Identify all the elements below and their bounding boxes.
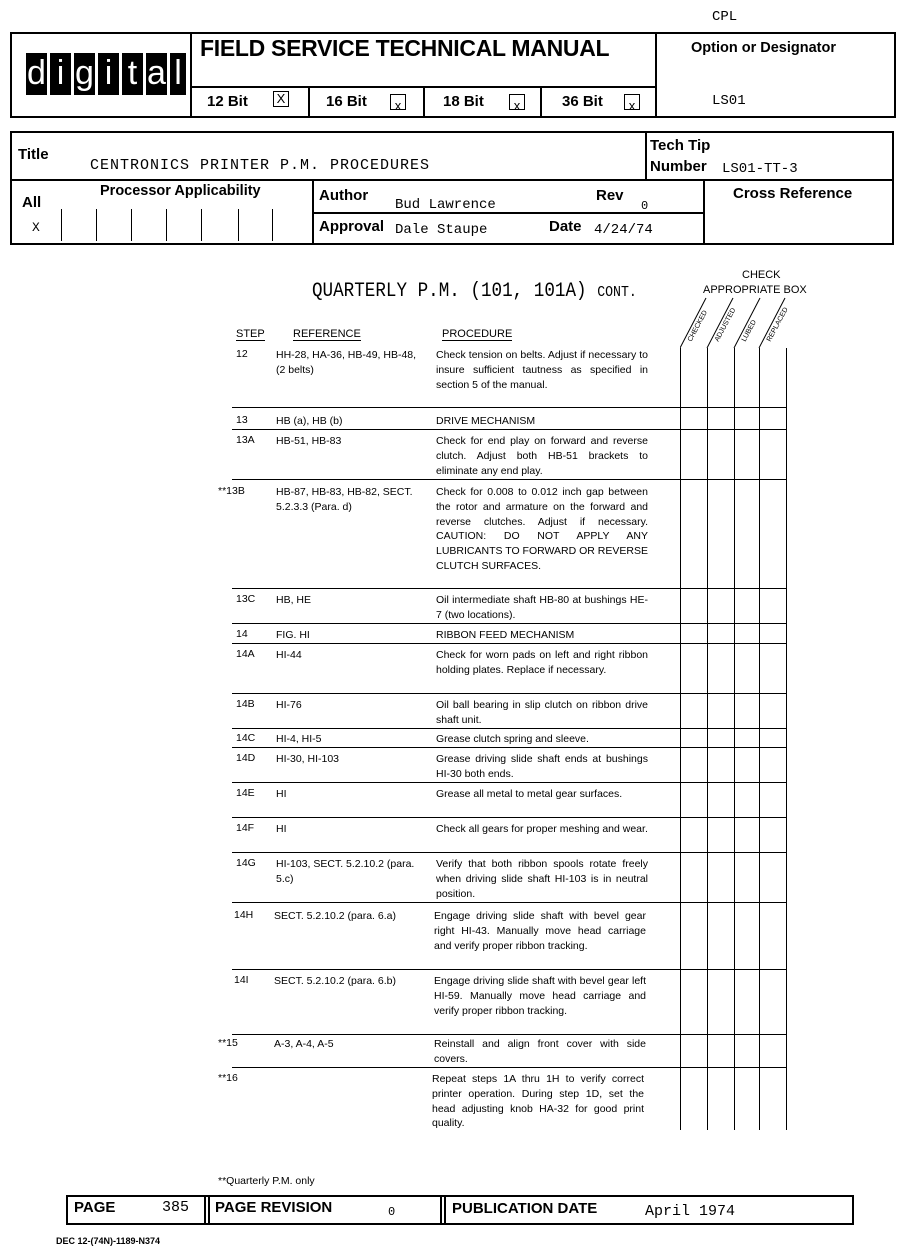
row-step: 14A	[236, 648, 255, 660]
check-col-replaced: REPLACED	[765, 306, 790, 343]
all-label: All	[22, 194, 42, 211]
row-procedure: Engage driving slide shaft with bevel gear left HI-59. Manually move head carriage and verify proper ribbon tracking.	[434, 975, 646, 1017]
bit-checkbox-18[interactable]: x	[509, 94, 525, 110]
number-value: LS01-TT-3	[722, 161, 798, 177]
check-col-adjusted: ADJUSTED	[713, 307, 738, 343]
page-label: PAGE	[74, 1199, 116, 1216]
logo-letter: l	[170, 53, 186, 95]
logo-letter: g	[74, 53, 95, 95]
row-procedure: Reinstall and align front cover with side covers.	[434, 1038, 646, 1065]
cpl-label: CPL	[712, 9, 738, 25]
row-reference: HI-30, HI-103	[276, 753, 340, 765]
row-reference: HB, HE	[276, 594, 312, 606]
row-divider	[232, 969, 787, 970]
row-divider	[232, 407, 787, 408]
row-divider	[232, 693, 787, 694]
check-column-line	[707, 348, 708, 1130]
section-heading	[312, 280, 637, 303]
row-procedure: Repeat steps 1A thru 1H to verify correct printer operation. During step 1D, set the head adjusting knob HA-32 for good print quality.	[432, 1073, 644, 1130]
logo-letter: i	[50, 53, 71, 95]
row-procedure: Grease driving slide shaft ends at bushings HI-30 both ends.	[436, 753, 648, 780]
bit-checkbox-16[interactable]: x	[390, 94, 406, 110]
row-step: 13	[236, 414, 248, 426]
check-column-line	[734, 348, 735, 1130]
section-heading-text: QUARTERLY P.M. (101, 101A)	[312, 280, 587, 303]
row-step: **15	[218, 1037, 238, 1049]
cross-reference-label: Cross Reference	[733, 185, 853, 202]
row-step: 13C	[236, 593, 256, 605]
row-procedure: Check for end play on forward and reverse clutch. Adjust both HB-51 brackets to eliminate any end play.	[436, 435, 648, 477]
row-procedure: Check for 0.008 to 0.012 inch gap between the rotor and armature on the forward and reverse clutches. Adjust if necessary. CAUTION: DO NOT APPLY ANY LUBRICANTS TO FORWARD OR REVERSE CLUTCH SURFACES.	[436, 486, 648, 572]
row-procedure: Oil ball bearing in slip clutch on ribbon drive shaft unit.	[436, 699, 648, 726]
option-label: Option or Designator	[691, 40, 836, 56]
row-step: **13B	[218, 485, 245, 497]
row-reference: HI-4, HI-5	[276, 733, 322, 745]
row-divider	[232, 852, 787, 853]
row-reference: SECT. 5.2.10.2 (para. 6.a)	[274, 910, 396, 922]
publication-date-value: April 1974	[645, 1203, 736, 1220]
row-step: 14I	[234, 974, 249, 986]
check-label-line2: APPROPRIATE BOX	[703, 284, 807, 296]
bit-label-12: 12 Bit	[207, 93, 248, 110]
section-heading-cont: CONT.	[597, 284, 637, 301]
row-reference: HB (a), HB (b)	[276, 415, 343, 427]
row-step: 14E	[236, 787, 255, 799]
bit-checkbox-36[interactable]: x	[624, 94, 640, 110]
row-procedure: Grease clutch spring and sleeve.	[436, 733, 589, 745]
row-divider	[232, 479, 787, 480]
row-step: 14B	[236, 698, 255, 710]
row-divider	[232, 588, 787, 589]
row-reference: HH-28, HA-36, HB-49, HB-48, (2 belts)	[276, 349, 417, 376]
row-divider	[232, 902, 787, 903]
row-step: 13A	[236, 434, 255, 446]
row-divider	[232, 643, 787, 644]
row-procedure: Check all gears for proper meshing and wear.	[436, 823, 648, 835]
date-label: Date	[549, 218, 582, 235]
bit-label-16: 16 Bit	[326, 93, 367, 110]
row-procedure: Check tension on belts. Adjust if necessary to insure sufficient tautness as specified in section 5 of the manual.	[436, 349, 648, 391]
row-divider	[232, 817, 787, 818]
approval-value: Dale Staupe	[395, 222, 488, 238]
footnote: **Quarterly P.M. only	[218, 1175, 315, 1187]
col-reference-header: REFERENCE	[293, 328, 361, 340]
title-value: CENTRONICS PRINTER P.M. PROCEDURES	[90, 157, 431, 174]
approval-label: Approval	[319, 218, 385, 235]
row-reference: A-3, A-4, A-5	[274, 1038, 334, 1050]
row-reference: FIG. HI	[276, 629, 310, 641]
row-reference: HB-51, HB-83	[276, 435, 342, 447]
bit-label-18: 18 Bit	[443, 93, 484, 110]
row-divider	[232, 782, 787, 783]
check-col-checked: CHECKED	[686, 309, 710, 343]
check-column-line	[680, 348, 681, 1130]
row-divider	[232, 747, 787, 748]
row-step: 14F	[236, 822, 255, 834]
row-step: 12	[236, 348, 248, 360]
row-reference: HI	[276, 788, 287, 800]
check-col-lubed: LUBED	[740, 319, 758, 343]
author-label: Author	[319, 187, 369, 204]
row-reference: HI	[276, 823, 287, 835]
row-step: 14C	[236, 732, 256, 744]
row-step: 14H	[234, 909, 254, 921]
date-value: 4/24/74	[594, 222, 653, 238]
all-mark: X	[32, 220, 40, 235]
publication-date-label: PUBLICATION DATE	[452, 1200, 598, 1217]
row-reference: SECT. 5.2.10.2 (para. 6.b)	[274, 975, 396, 987]
tech-tip-label: Tech Tip	[650, 137, 711, 154]
bit-label-36: 36 Bit	[562, 93, 603, 110]
col-procedure-header: PROCEDURE	[442, 328, 513, 340]
col-step-header: STEP	[236, 328, 265, 340]
row-divider	[232, 728, 787, 729]
row-procedure: Check for worn pads on left and right ribbon holding plates. Replace if necessary.	[436, 649, 648, 676]
row-step: 14	[236, 628, 248, 640]
page-revision-value: 0	[388, 1205, 396, 1219]
logo-letter: t	[122, 53, 143, 95]
logo-letter: d	[26, 53, 47, 95]
title-label: Title	[18, 146, 49, 163]
check-column-line	[759, 348, 760, 1130]
processor-applicability-label: Processor Applicability	[100, 183, 261, 199]
logo-letter: i	[98, 53, 119, 95]
row-procedure: Oil intermediate shaft HB-80 at bushings HE-7 (two locations).	[436, 594, 648, 621]
row-divider	[232, 623, 787, 624]
row-procedure: Engage driving slide shaft with bevel gear right HI-43. Manually move head carriage and verify proper ribbon tracking.	[434, 910, 646, 952]
form-code: DEC 12-(74N)-1189-N374	[56, 1236, 161, 1246]
number-label: Number	[650, 158, 707, 175]
rev-value: 0	[641, 199, 649, 213]
row-procedure: Grease all metal to metal gear surfaces.	[436, 788, 623, 800]
row-divider	[232, 1067, 787, 1068]
row-reference: HI-103, SECT. 5.2.10.2 (para. 5.c)	[276, 858, 415, 885]
row-step: 14D	[236, 752, 256, 764]
row-procedure: Verify that both ribbon spools rotate freely when driving slide shaft HI-103 is in neutral position.	[436, 858, 648, 900]
option-value: LS01	[712, 93, 746, 109]
check-label-line1: CHECK	[742, 269, 781, 281]
rev-label: Rev	[596, 187, 624, 204]
bit-checkbox-12[interactable]: X	[273, 91, 289, 107]
page-value: 385	[162, 1199, 190, 1216]
row-reference: HI-76	[276, 699, 302, 711]
row-procedure: DRIVE MECHANISM	[436, 415, 536, 427]
logo-letter: a	[146, 53, 167, 95]
row-reference: HB-87, HB-83, HB-82, SECT. 5.2.3.3 (Para. d)	[276, 486, 413, 513]
author-value: Bud Lawrence	[395, 197, 496, 213]
row-reference: HI-44	[276, 649, 302, 661]
row-procedure: RIBBON FEED MECHANISM	[436, 629, 575, 641]
row-step: **16	[218, 1072, 238, 1084]
page-revision-label: PAGE REVISION	[215, 1199, 333, 1216]
manual-title: FIELD SERVICE TECHNICAL MANUAL	[200, 35, 610, 61]
check-column-line	[786, 348, 787, 1130]
row-step: 14G	[236, 857, 256, 869]
row-divider	[232, 429, 787, 430]
row-divider	[232, 1034, 787, 1035]
